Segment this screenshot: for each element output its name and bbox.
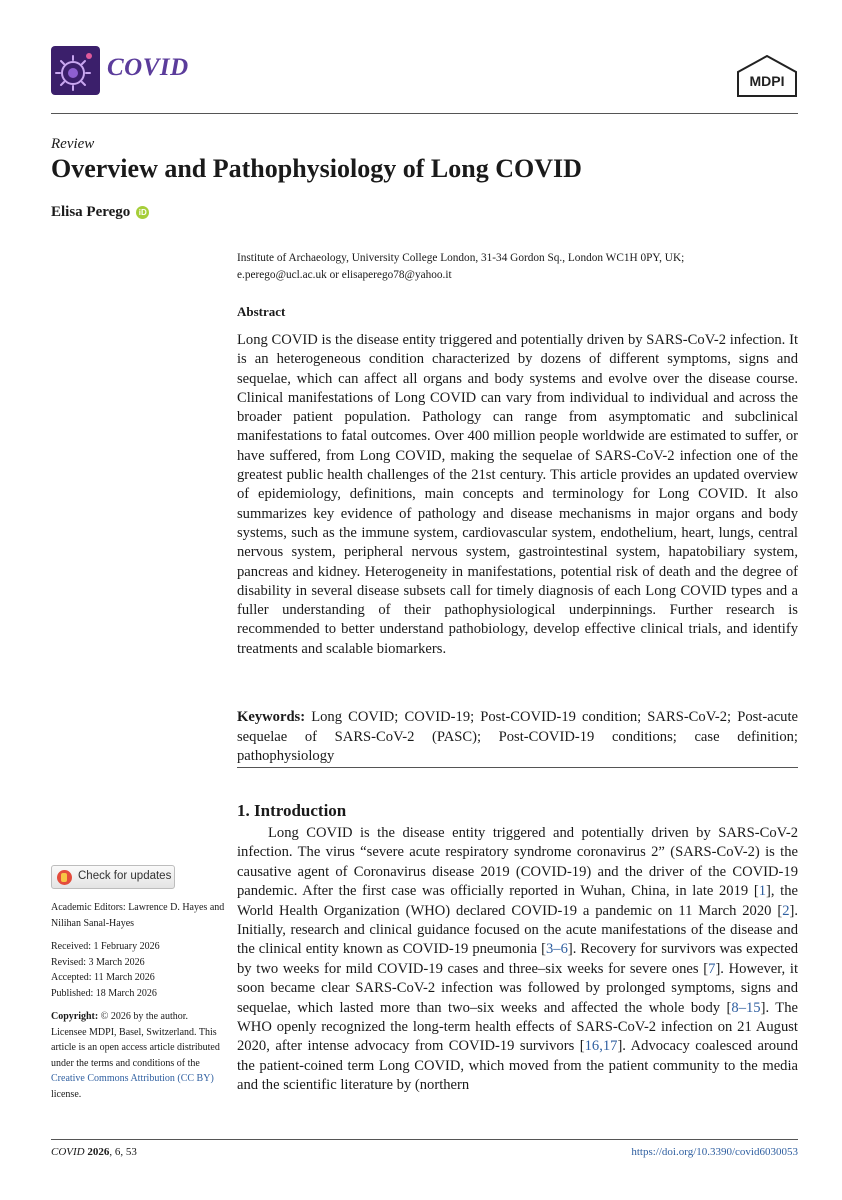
check-for-updates-button[interactable] <box>51 865 175 889</box>
citation-link[interactable]: 7 <box>708 960 716 977</box>
article-type: Review <box>51 136 95 152</box>
journal-name: COVID <box>107 54 189 81</box>
article-info-sidebar <box>51 865 226 1102</box>
citation-link[interactable]: 8–15 <box>731 999 761 1016</box>
published-date: Published: 18 March 2026 <box>51 987 157 999</box>
affiliation-address: Institute of Archaeology, University College London, 31-34 Gordon Sq., London WC1H 0PY, UK; <box>237 252 685 264</box>
abstract-heading: Abstract <box>237 304 286 319</box>
doi-link[interactable]: https://doi.org/10.3390/covid6030053 <box>631 1146 798 1158</box>
section-heading-introduction: 1. Introduction <box>237 801 347 820</box>
footer-divider <box>51 1139 798 1140</box>
copyright-notice: Copyright: © 2026 by the author. Licensee MDPI, Basel, Switzerland. This article is an open access article distributed under the terms and conditions of the Creative Commons Attribution (CC BY) license. <box>51 1011 220 1100</box>
check-for-updates-label: Check for updates <box>78 870 172 883</box>
academic-editors: Academic Editors: Lawrence D. Hayes and Nilihan Sanal-Hayes <box>51 902 225 929</box>
citation-link[interactable]: 3–6 <box>545 941 568 958</box>
author-line <box>51 204 149 221</box>
keywords-label: Keywords: <box>237 709 306 725</box>
bookmark-update-icon <box>57 870 72 885</box>
keywords-text: Long COVID; COVID-19; Post-COVID-19 condition; SARS-CoV-2; Post-acute sequelae of SARS-CoV-2 (PASC); Post-COVID-19 conditions; case definition; pathophysiology <box>237 709 798 765</box>
introduction-paragraph: Long COVID is the disease entity triggered and potentially driven by SARS-CoV-2 infection. The virus “severe acute respiratory syndrome coronavirus 2” (SARS-CoV-2) is the causative agent of Coronavirus disease 2019 (COVID-19) and the driver of the COVID-19 pandemic. After the first case was officially reported in Wuhan, China, in late 2019 [1], the World Health Organization (WHO) declared COVID-19 a pandemic on 11 March 2020 [2]. Initially, research and clinical guidance focused on the acute manifestations of the disease and the clinical entity known as COVID-19 pneumonia [3–6]. Recovery for survivors was expected by two weeks for mild COVID-19 cases and three–six weeks for severe ones [7]. However, it soon became clear SARS-CoV-2 infection was followed by prolonged symptoms, signs and sequelae, which lasted more than two–six weeks and affected the whole body [8–15]. The WHO openly recognized the long-term health effects of SARS-CoV-2 infection on 21 August 2020, after intense advocacy from COVID-19 survivors [16,17]. Advocacy coalesced around the patient-coined term Long COVID, which moved from the patient community to the media and the scientific literature by (northern <box>237 825 798 1094</box>
affiliation <box>237 250 797 284</box>
abstract-text: Long COVID is the disease entity triggered and potentially driven by SARS-CoV-2 infection. It is an heterogeneous condition characterized by dozens of different symptoms, signs and sequelae, which can affect all organs and body systems and evolve over the disease course. Clinical manifestations of Long COVID can vary from individual to individual and across the broader patient population. Pathology can range from asymptomatic and subclinical manifestations to fatal outcomes. Over 400 million people worldwide are estimated to suffer, or have suffered, from Long COVID, making the sequelae of SARS-CoV-2 infection one of the greatest public health challenges of the 21st century. This article provides an updated overview of epidemiology, definitions, main concepts and terminology for Long COVID. It also summarizes key evidence of pathology and disease mechanisms in major organs and body systems, such as the immune system, cardiovascular system, endothelium, heart, lungs, central nervous system, peripheral nervous system, gastrointestinal system, hapatobiliary system, pancreas and kidney. Heterogeneity in manifestations, potential risk of death and the degree of disability in several disease subsets call for timely diagnosis of each Long COVID types and a fuller understanding of their pathophysiological underpinnings. Further research is recommended to better understand pathobiology, develop effective clinical trials, and identify treatments and scalable biomarkers. <box>237 332 798 657</box>
license-link[interactable]: Creative Commons Attribution (CC BY) <box>51 1073 214 1084</box>
orcid-icon[interactable]: iD <box>136 206 149 219</box>
publisher-name: MDPI <box>749 73 785 89</box>
citation-link[interactable]: 2 <box>782 902 790 919</box>
keywords <box>237 708 798 767</box>
journal-logo <box>51 46 100 95</box>
citation-link[interactable]: 1 <box>758 883 766 900</box>
citation-link[interactable]: 16,17 <box>584 1038 618 1055</box>
received-date: Received: 1 February 2026 <box>51 941 160 952</box>
affiliation-email: e.perego@ucl.ac.uk or elisaperego78@yahoo.it <box>237 269 452 281</box>
accepted-date: Accepted: 11 March 2026 <box>51 972 155 983</box>
citation: COVID 2026, 6, 53 <box>51 1146 137 1158</box>
author-name[interactable]: Elisa Perego <box>51 204 131 220</box>
publisher-logo <box>736 55 798 102</box>
revised-date: Revised: 3 March 2026 <box>51 956 145 968</box>
header-divider <box>51 113 798 114</box>
article-title: Overview and Pathophysiology of Long COVID <box>51 154 582 183</box>
abstract-divider <box>237 767 798 768</box>
